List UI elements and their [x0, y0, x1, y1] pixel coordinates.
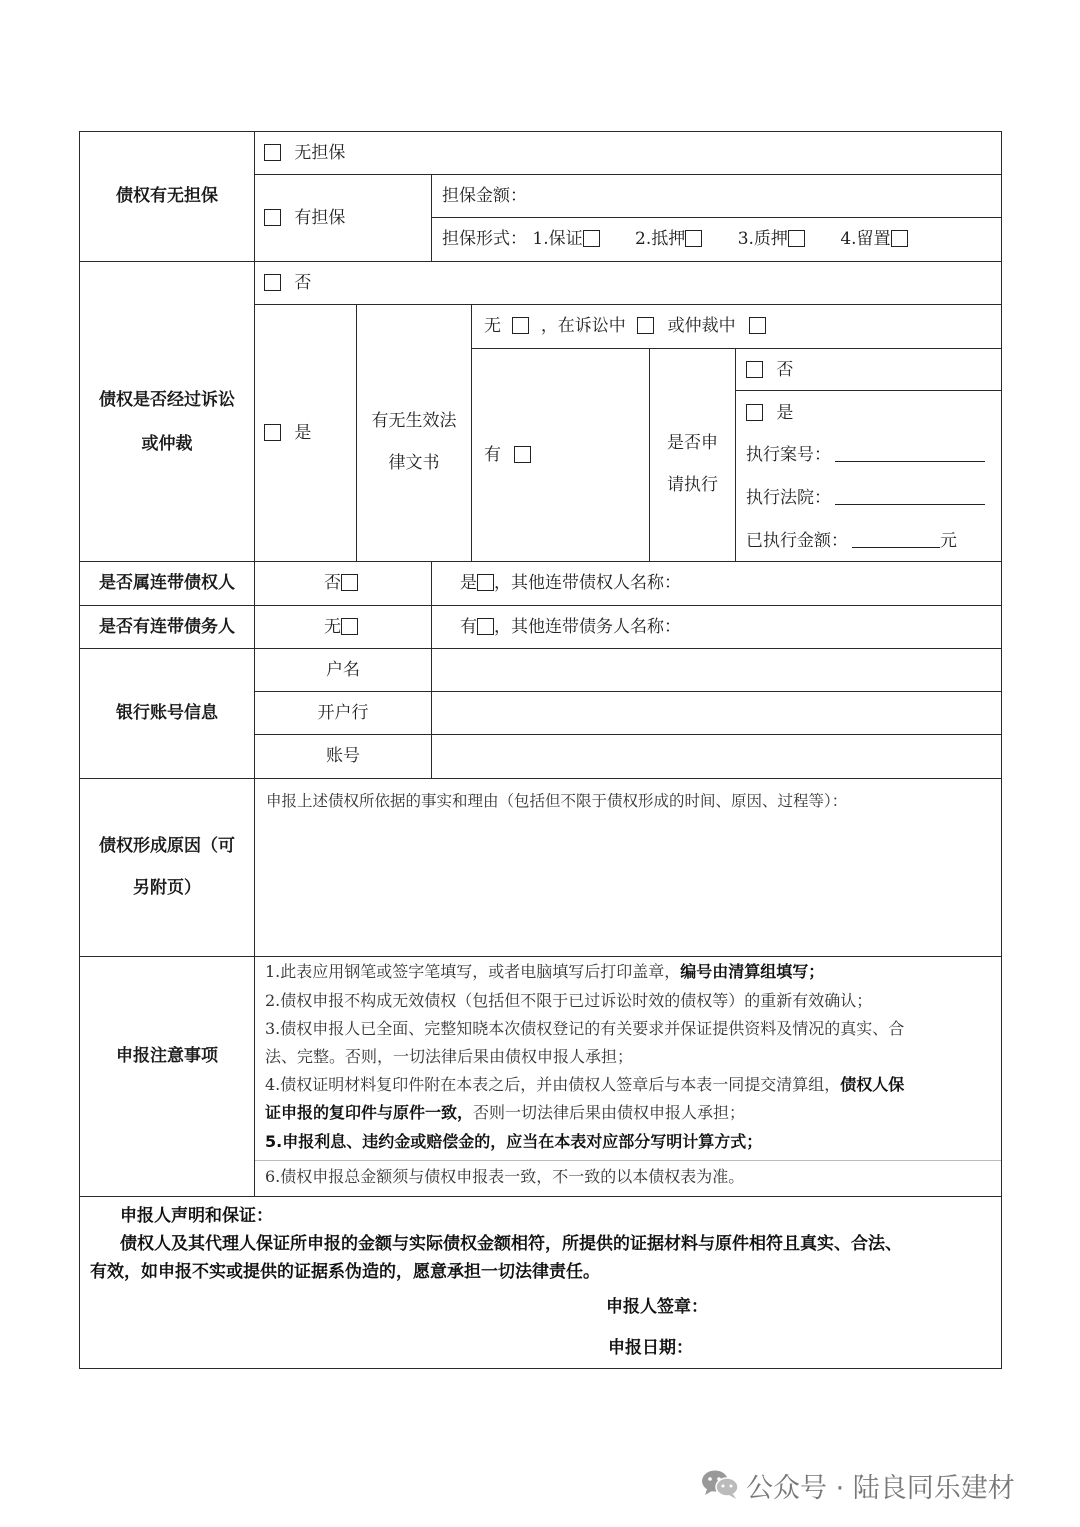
guarantee-form-2-text: 2.抵押	[635, 229, 686, 249]
legal-doc-none-row	[484, 315, 766, 337]
grid-line	[431, 217, 1002, 218]
exec-court-row	[746, 487, 985, 509]
watermark-text: 公众号 · 陆良同乐建材	[746, 1473, 1015, 1504]
grid-line	[431, 561, 432, 649]
guarantee-amount-label: 担保金额：	[442, 186, 527, 206]
bank-account-name-field[interactable]	[432, 649, 1001, 691]
reason-prompt: 申报上述债权所依据的事实和理由（包括但不限于债权形成的时间、原因、过程等）：	[266, 792, 848, 810]
border-right	[1001, 131, 1002, 1369]
reason-label-line1: 债权形成原因（可	[99, 836, 235, 856]
guarantee-form-4-checkbox[interactable]	[891, 230, 908, 247]
declaration-title: 申报人声明和保证：	[120, 1206, 273, 1226]
guarantee-form-1-text: 1.保证	[532, 229, 583, 249]
note-divider	[255, 1160, 1001, 1161]
exec-case-no-field[interactable]	[835, 445, 985, 462]
exec-no-checkbox[interactable]	[746, 361, 763, 378]
joint-debtor-others-text: ，其他连带债务人名称：	[494, 617, 681, 637]
note-1-bold: 编号由清算组填写；	[680, 962, 825, 981]
note-4-bold: 债权人保	[840, 1075, 905, 1094]
bank-info-label: 银行账号信息	[116, 703, 218, 723]
row-sep	[79, 1196, 1002, 1197]
signature-label: 申报人签章：	[606, 1297, 708, 1317]
guarantee-none-option[interactable]	[264, 142, 345, 164]
yuan-text: 元	[940, 531, 957, 551]
litigation-yes-text: 是	[294, 423, 312, 443]
apply-exec-label-line2: 请执行	[667, 475, 718, 495]
bank-name-field[interactable]	[432, 692, 1001, 734]
notes-label: 申报注意事项	[116, 1046, 218, 1066]
litigation-label-line1: 债权是否经过诉讼	[99, 390, 235, 410]
grid-line	[431, 174, 432, 262]
exec-no-text: 否	[776, 360, 794, 380]
guarantee-form-3-checkbox[interactable]	[788, 230, 805, 247]
border-bottom	[79, 1368, 1002, 1369]
note-item: 法、完整。否则，一切法律后果由债权申报人承担；	[265, 1047, 634, 1066]
bank-account-name-label: 户名	[326, 660, 360, 680]
note-4-text-cont: 否则一切法律后果由债权申报人承担；	[473, 1103, 746, 1122]
bank-account-no-field[interactable]	[432, 735, 1001, 778]
litigation-yes-checkbox[interactable]	[264, 424, 281, 441]
grid-line	[735, 348, 736, 562]
note-item	[265, 961, 824, 983]
apply-exec-label-line1: 是否申	[667, 433, 718, 453]
exec-no-option[interactable]	[746, 359, 793, 381]
joint-debtor-yes-option	[460, 616, 681, 638]
grid-line	[735, 390, 1002, 391]
joint-creditor-no-checkbox[interactable]	[341, 574, 358, 591]
litigation-label-line2: 或仲裁	[141, 434, 193, 454]
exec-yes-option[interactable]	[746, 402, 793, 424]
note-item: 2.债权申报不构成无效债权（包括但不限于已过诉讼时效的债权等）的重新有效确认；	[265, 991, 873, 1010]
joint-debtor-no-checkbox[interactable]	[341, 618, 358, 635]
row-sep	[79, 605, 1002, 606]
guarantee-form-1-checkbox[interactable]	[583, 230, 600, 247]
reason-label-line2: 另附页）	[133, 878, 201, 898]
note-item	[265, 1102, 745, 1124]
exec-yes-text: 是	[776, 403, 794, 423]
joint-creditor-yes-text: 是	[460, 573, 477, 593]
litigation-no-checkbox[interactable]	[264, 274, 281, 291]
reason-text-area[interactable]	[258, 818, 998, 952]
grid-line	[471, 348, 1002, 349]
legal-doc-label-line2: 律文书	[388, 453, 440, 473]
grid-line	[254, 174, 1002, 175]
litigation-no-text: 否	[294, 273, 312, 293]
guarantee-form-4-text: 4.留置	[840, 229, 891, 249]
note-4-bold-cont: 证申报的复印件与原件一致，	[265, 1103, 474, 1122]
row-sep	[79, 561, 1002, 562]
guarantee-forms-row	[442, 228, 908, 250]
grid-line	[254, 304, 1002, 305]
joint-debtor-label: 是否有连带债务人	[99, 617, 235, 637]
legal-doc-has-row	[484, 444, 531, 466]
joint-debtor-yes-checkbox[interactable]	[477, 618, 494, 635]
exec-court-label: 执行法院：	[746, 488, 831, 508]
border-top	[79, 131, 1002, 132]
guarantee-has-checkbox[interactable]	[264, 209, 281, 226]
litigation-no-option[interactable]	[264, 272, 311, 294]
joint-creditor-yes-checkbox[interactable]	[477, 574, 494, 591]
note-item: 3.债权申报人已全面、完整知晓本次债权登记的有关要求并保证提供资料及情况的真实、合	[265, 1019, 905, 1038]
guarantee-none-text: 无担保	[294, 143, 346, 163]
row-sep	[79, 778, 1002, 779]
executed-amount-row	[746, 530, 957, 552]
bank-account-no-label: 账号	[326, 746, 360, 766]
guarantee-form-label: 担保形式：	[442, 229, 527, 249]
reason-label	[80, 825, 254, 909]
in-litigation-checkbox[interactable]	[637, 317, 654, 334]
note-item: 5.申报利息、违约金或赔偿金的，应当在本表对应部分写明计算方式；	[265, 1132, 763, 1151]
apply-exec-label	[650, 422, 735, 506]
guarantee-none-checkbox[interactable]	[264, 144, 281, 161]
joint-creditor-no-text: 否	[324, 573, 341, 593]
row-sep	[79, 956, 1002, 957]
legal-doc-label	[357, 400, 471, 484]
row-sep	[79, 261, 1002, 262]
bank-name-label: 开户行	[317, 703, 369, 723]
guarantee-form-2-checkbox[interactable]	[685, 230, 702, 247]
legal-doc-none-text: 无	[484, 316, 501, 336]
in-litigation-text: ，在诉讼中	[540, 316, 626, 336]
executed-amount-label: 已执行金额：	[746, 531, 848, 551]
guarantee-has-text: 有担保	[294, 208, 346, 228]
declaration-body-line1: 债权人及其代理人保证所申报的金额与实际债权金额相符，所提供的证据材料与原件相符且真实、合法、	[120, 1234, 902, 1254]
litigation-label	[80, 378, 254, 466]
joint-debtor-no-option[interactable]	[324, 616, 358, 638]
legal-doc-has-checkbox[interactable]	[514, 446, 531, 463]
joint-creditor-others-text: ，其他连带债权人名称：	[494, 573, 681, 593]
exec-case-no-row	[746, 444, 985, 466]
exec-court-field[interactable]	[835, 488, 985, 505]
joint-creditor-label: 是否属连带债权人	[99, 573, 235, 593]
guarantee-has-option[interactable]	[264, 207, 345, 229]
note-4-text: 4.债权证明材料复印件附在本表之后，并由债权人签章后与本表一同提交清算组，	[265, 1075, 841, 1094]
joint-debtor-no-text: 无	[324, 617, 341, 637]
exec-case-no-label: 执行案号：	[746, 445, 831, 465]
joint-debtor-yes-text: 有	[460, 617, 477, 637]
note-1-text: 1.此表应用钢笔或签字笔填写，或者电脑填写后打印盖章，	[265, 962, 681, 981]
legal-doc-none-checkbox[interactable]	[512, 317, 529, 334]
guarantee-form-3-text: 3.质押	[737, 229, 788, 249]
legal-doc-has-text: 有	[484, 445, 501, 465]
note-item	[265, 1074, 904, 1096]
legal-doc-label-line1: 有无生效法	[371, 411, 457, 431]
joint-creditor-yes-option	[460, 572, 681, 594]
note-item: 6.债权申报总金额须与债权申报表一致，不一致的以本债权表为准。	[265, 1167, 745, 1186]
date-label: 申报日期：	[608, 1338, 693, 1358]
border-left	[79, 131, 80, 1369]
in-arbitration-checkbox[interactable]	[749, 317, 766, 334]
joint-creditor-no-option[interactable]	[324, 572, 358, 594]
exec-yes-checkbox[interactable]	[746, 404, 763, 421]
declaration-body-line2: 有效，如申报不实或提供的证据系伪造的，愿意承担一切法律责任。	[90, 1262, 600, 1282]
wechat-icon	[700, 1468, 740, 1500]
grid-line	[471, 304, 472, 562]
in-arbitration-text: 或仲裁中	[667, 316, 736, 336]
executed-amount-field[interactable]	[852, 531, 940, 548]
litigation-yes-option[interactable]	[264, 422, 311, 444]
guarantee-label: 债权有无担保	[116, 186, 218, 206]
